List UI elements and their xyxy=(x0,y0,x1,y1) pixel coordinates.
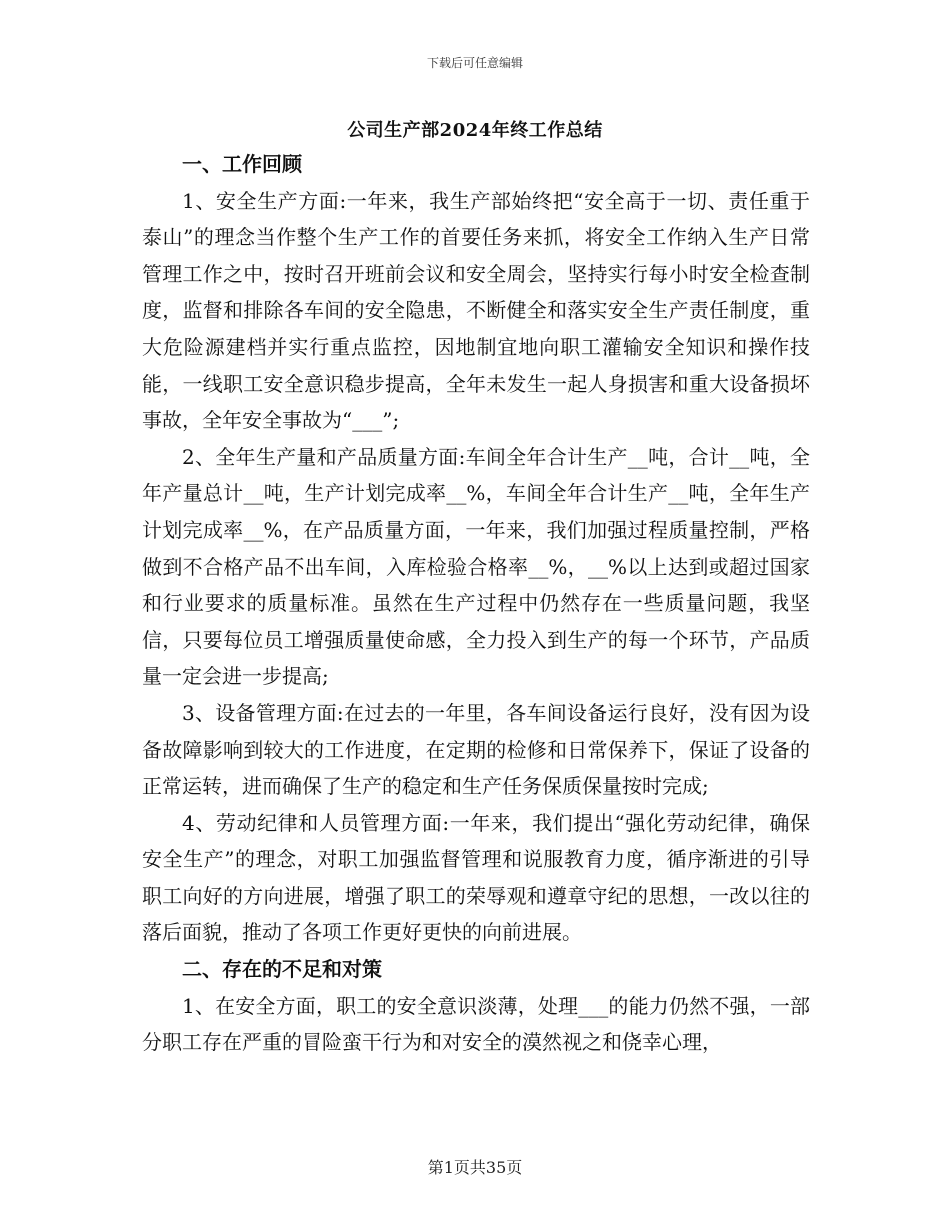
body-paragraph: 3、设备管理方面:在过去的一年里，各车间设备运行良好，没有因为设备故障影响到较大的工作进度，在定期的检修和日常保养下，保证了设备的正常运转，进而确保了生产的稳定和生产任务保质保量按时完成; xyxy=(142,700,810,799)
page-number: 第1页共35页 xyxy=(427,1158,523,1177)
body-paragraph: 1、安全生产方面:一年来，我生产部始终把“安全高于一切、责任重于泰山”的理念当作整个生产工作的首要任务来抓，将安全工作纳入生产日常管理工作之中，按时召开班前会议和安全周会，坚持实行每小时安全检查制度，监督和排除各车间的安全隐患，不断健全和落实安全生产责任制度，重大危险源建档并实行重点监控，因地制宜地向职工灌输安全知识和操作技能，一线职工安全意识稳步提高，全年未发生一起人身损害和重大设备损坏事故，全年安全事故为“___”; xyxy=(142,188,810,433)
body-paragraph: 4、劳动纪律和人员管理方面:一年来，我们提出“强化劳动纪律，确保安全生产”的理念，对职工加强监督管理和说服教育力度，循序渐进的引导职工向好的方向进展，增强了职工的荣辱观和遵章守纪的思想，一改以往的落后面貌，推动了各项工作更好更快的向前进展。 xyxy=(142,810,810,945)
page-header-note: 下载后可任意编辑 xyxy=(426,56,523,70)
section-heading: 二、存在的不足和对策 xyxy=(182,957,382,982)
body-paragraph: 2、全年生产量和产品质量方面:车间全年合计生产__吨，合计__吨，全年产量总计__吨，生产计划完成率__%，车间全年合计生产__吨，全年生产计划完成率__%，在产品质量方面，一年来，我们加强过程质量控制，严格做到不合格产品不出车间，入库检验合格率__%，__%以上达到或超过国家和行业要求的质量标准。虽然在生产过程中仍然存在一些质量问题，我坚信，只要每位员工增强质量使命感，全力投入到生产的每一个环节，产品质量一定会进一步提高; xyxy=(142,444,810,689)
body-paragraph: 1、在安全方面，职工的安全意识淡薄，处理___的能力仍然不强，一部分职工存在严重的冒险蛮干行为和对安全的漠然视之和侥幸心理， xyxy=(142,993,810,1055)
section-heading: 一、工作回顾 xyxy=(182,152,302,176)
document-title: 公司生产部2024年终工作总结 xyxy=(347,120,603,141)
document-body xyxy=(142,146,810,1061)
